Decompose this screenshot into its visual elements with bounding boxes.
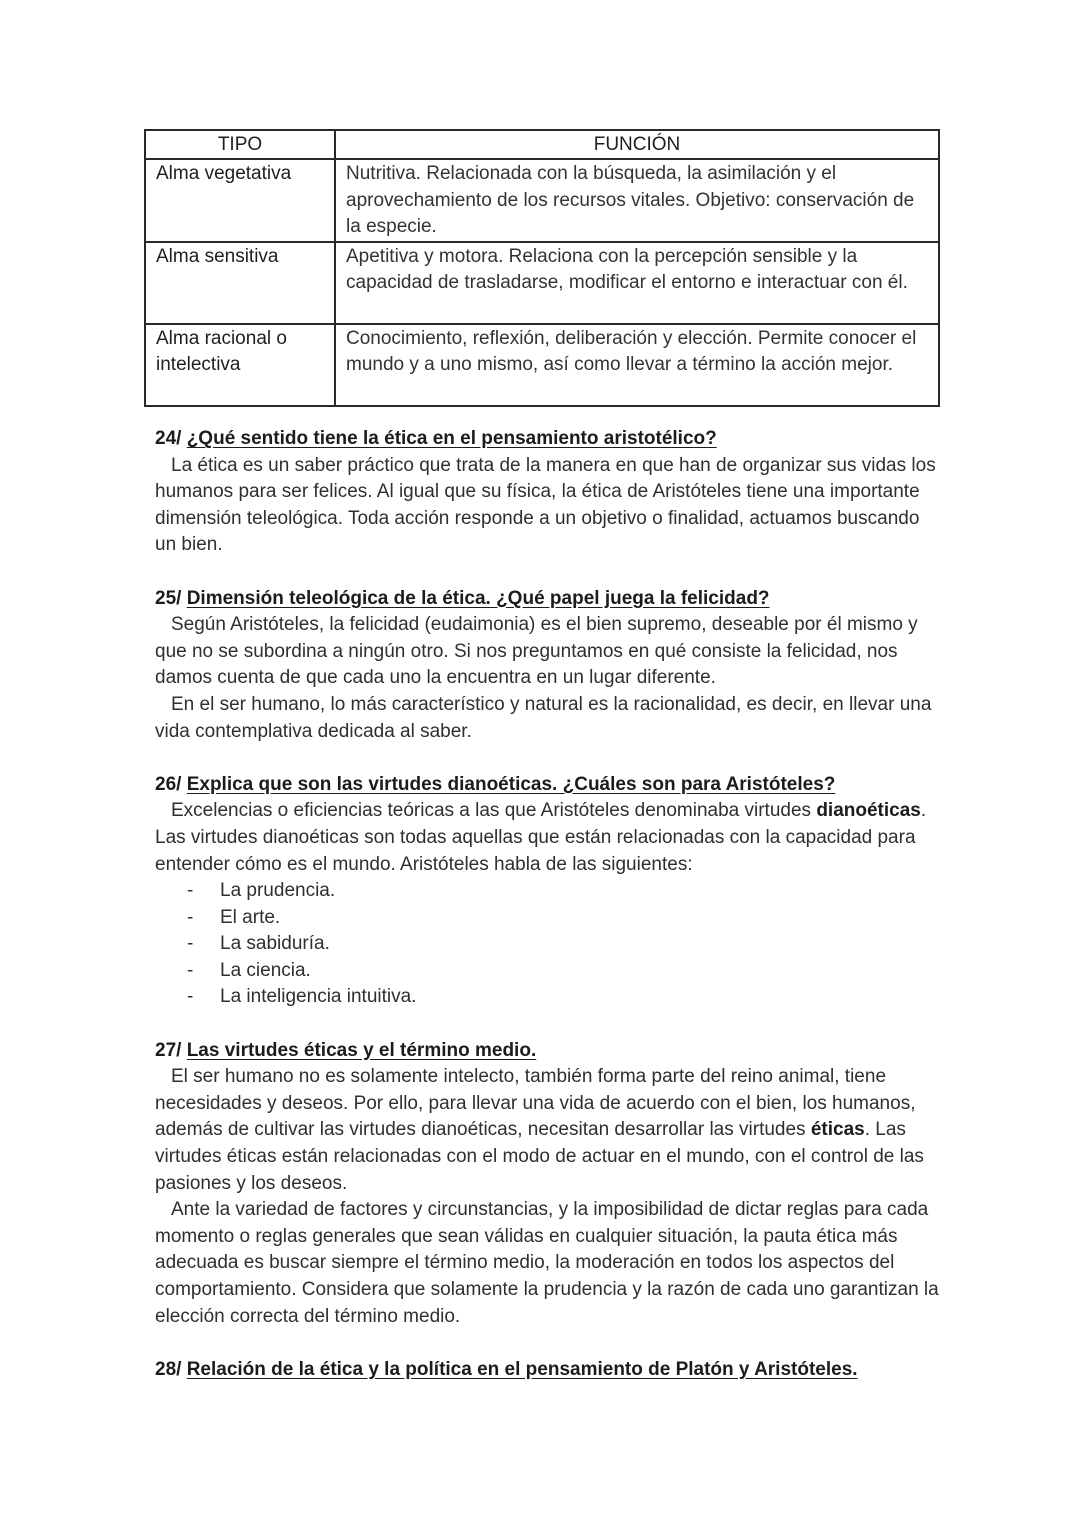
virtues-list	[155, 878, 945, 1011]
question-number: 25/	[155, 587, 182, 609]
answer-paragraph	[155, 798, 945, 878]
soul-function-cell: Apetitiva y motora. Relaciona con la percepción sensible y la capacidad de trasladarse, modificar el entorno e interactuar con él.	[335, 242, 939, 324]
question-title: Explica que son las virtudes dianoéticas. ¿Cuáles son para Aristóteles?	[186, 773, 836, 795]
answer-paragraph: Según Aristóteles, la felicidad (eudaimonia) es el bien supremo, deseable por él mismo y que no se subordina a ningún otro. Si nos preguntamos en qué consiste la felicidad, nos damos cuenta de que cada uno la encuentra en un lugar diferente.	[155, 614, 918, 689]
soul-function-cell: Conocimiento, reflexión, deliberación y elección. Permite conocer el mundo y a uno mismo, así como llevar a término la acción mejor.	[335, 324, 939, 406]
question-heading	[155, 586, 945, 613]
answer-text: Excelencias o eficiencias teóricas a las que Aristóteles denominaba virtudes	[171, 800, 812, 822]
question-26	[155, 772, 945, 1011]
list-item	[155, 931, 945, 958]
soul-type-cell: Alma vegetativa	[145, 159, 335, 242]
soul-type-cell: Alma racional o intelectiva	[145, 324, 335, 406]
question-title: Dimensión teleológica de la ética. ¿Qué papel juega la felicidad?	[186, 587, 770, 609]
list-item	[155, 984, 945, 1011]
question-title: Las virtudes éticas y el término medio.	[186, 1039, 537, 1061]
bold-term: dianoéticas	[816, 800, 921, 822]
question-27	[155, 1038, 945, 1331]
list-item	[155, 905, 945, 932]
table-row	[145, 324, 939, 406]
list-item	[155, 878, 945, 905]
question-number: 27/	[155, 1039, 182, 1061]
question-heading	[155, 426, 945, 453]
answer-paragraph	[155, 1064, 945, 1197]
header-funcion: FUNCIÓN	[335, 130, 939, 159]
soul-types-table	[144, 129, 940, 407]
list-item-text: La prudencia.	[220, 880, 336, 902]
answer-paragraph: La ética es un saber práctico que trata de la manera en que han de organizar sus vidas los humanos para ser felices. Al igual que su física, la ética de Aristóteles tiene una importante dimensión teleológica. Toda acción responde a un objetivo o finalidad, actuamos buscando un bien.	[155, 454, 936, 556]
soul-type-cell: Alma sensitiva	[145, 242, 335, 324]
table-row	[145, 242, 939, 324]
list-item-text: El arte.	[220, 906, 281, 928]
list-item-text: La ciencia.	[220, 959, 311, 981]
question-heading	[155, 1038, 945, 1065]
table-header-row	[145, 130, 939, 159]
question-title: Relación de la ética y la política en el pensamiento de Platón y Aristóteles.	[186, 1358, 858, 1380]
answer-paragraph: En el ser humano, lo más característico y natural es la racionalidad, es decir, en llevar una vida contemplativa dedicada al saber.	[155, 693, 932, 742]
answer-text: . Las virtudes dianoéticas son todas aquellas que están relacionadas con la capacidad para entender cómo es el mundo. Aristóteles habla de las siguientes:	[155, 800, 927, 875]
dash-bullet: -	[187, 986, 194, 1008]
question-28	[155, 1357, 945, 1384]
dash-bullet: -	[187, 933, 194, 955]
questions-content	[155, 426, 945, 1410]
dash-bullet: -	[187, 959, 194, 981]
dash-bullet: -	[187, 880, 194, 902]
answer-paragraph: Ante la variedad de factores y circunstancias, y la imposibilidad de dictar reglas para cada momento o reglas generales que sean válidas en cualquier situación, la pauta ética más adecuada es buscar siempre el término medio, la moderación en todos los aspectos del comportamiento. Considera que solamente la prudencia y la razón de cada uno garantizan la elección correcta del término medio.	[155, 1199, 939, 1327]
dash-bullet: -	[187, 906, 194, 928]
question-25	[155, 586, 945, 746]
list-item-text: La sabiduría.	[220, 933, 330, 955]
table-row	[145, 159, 939, 242]
list-item	[155, 958, 945, 985]
bold-term: éticas	[810, 1119, 865, 1141]
soul-function-cell: Nutritiva. Relacionada con la búsqueda, la asimilación y el aprovechamiento de los recursos vitales. Objetivo: conservación de la especie.	[335, 159, 939, 242]
answer-text: El ser humano no es solamente intelecto, también forma parte del reino animal, tiene necesidades y deseos. Por ello, para llevar una vida de acuerdo con el bien, los humanos, además de cultivar las virtudes dianoéticas, necesitan desarrollar las virtudes	[155, 1066, 916, 1141]
answer-text: . Las virtudes éticas están relacionadas con el modo de actuar en el mundo, con el control de las pasiones y los deseos.	[155, 1119, 924, 1194]
question-number: 28/	[155, 1358, 182, 1380]
question-number: 26/	[155, 773, 182, 795]
question-number: 24/	[155, 428, 182, 449]
header-tipo: TIPO	[145, 130, 335, 159]
question-heading	[155, 772, 945, 799]
list-item-text: La inteligencia intuitiva.	[220, 986, 417, 1008]
question-heading	[155, 1357, 945, 1384]
question-title: ¿Qué sentido tiene la ética en el pensamiento aristotélico?	[186, 428, 717, 449]
question-24	[155, 426, 945, 559]
